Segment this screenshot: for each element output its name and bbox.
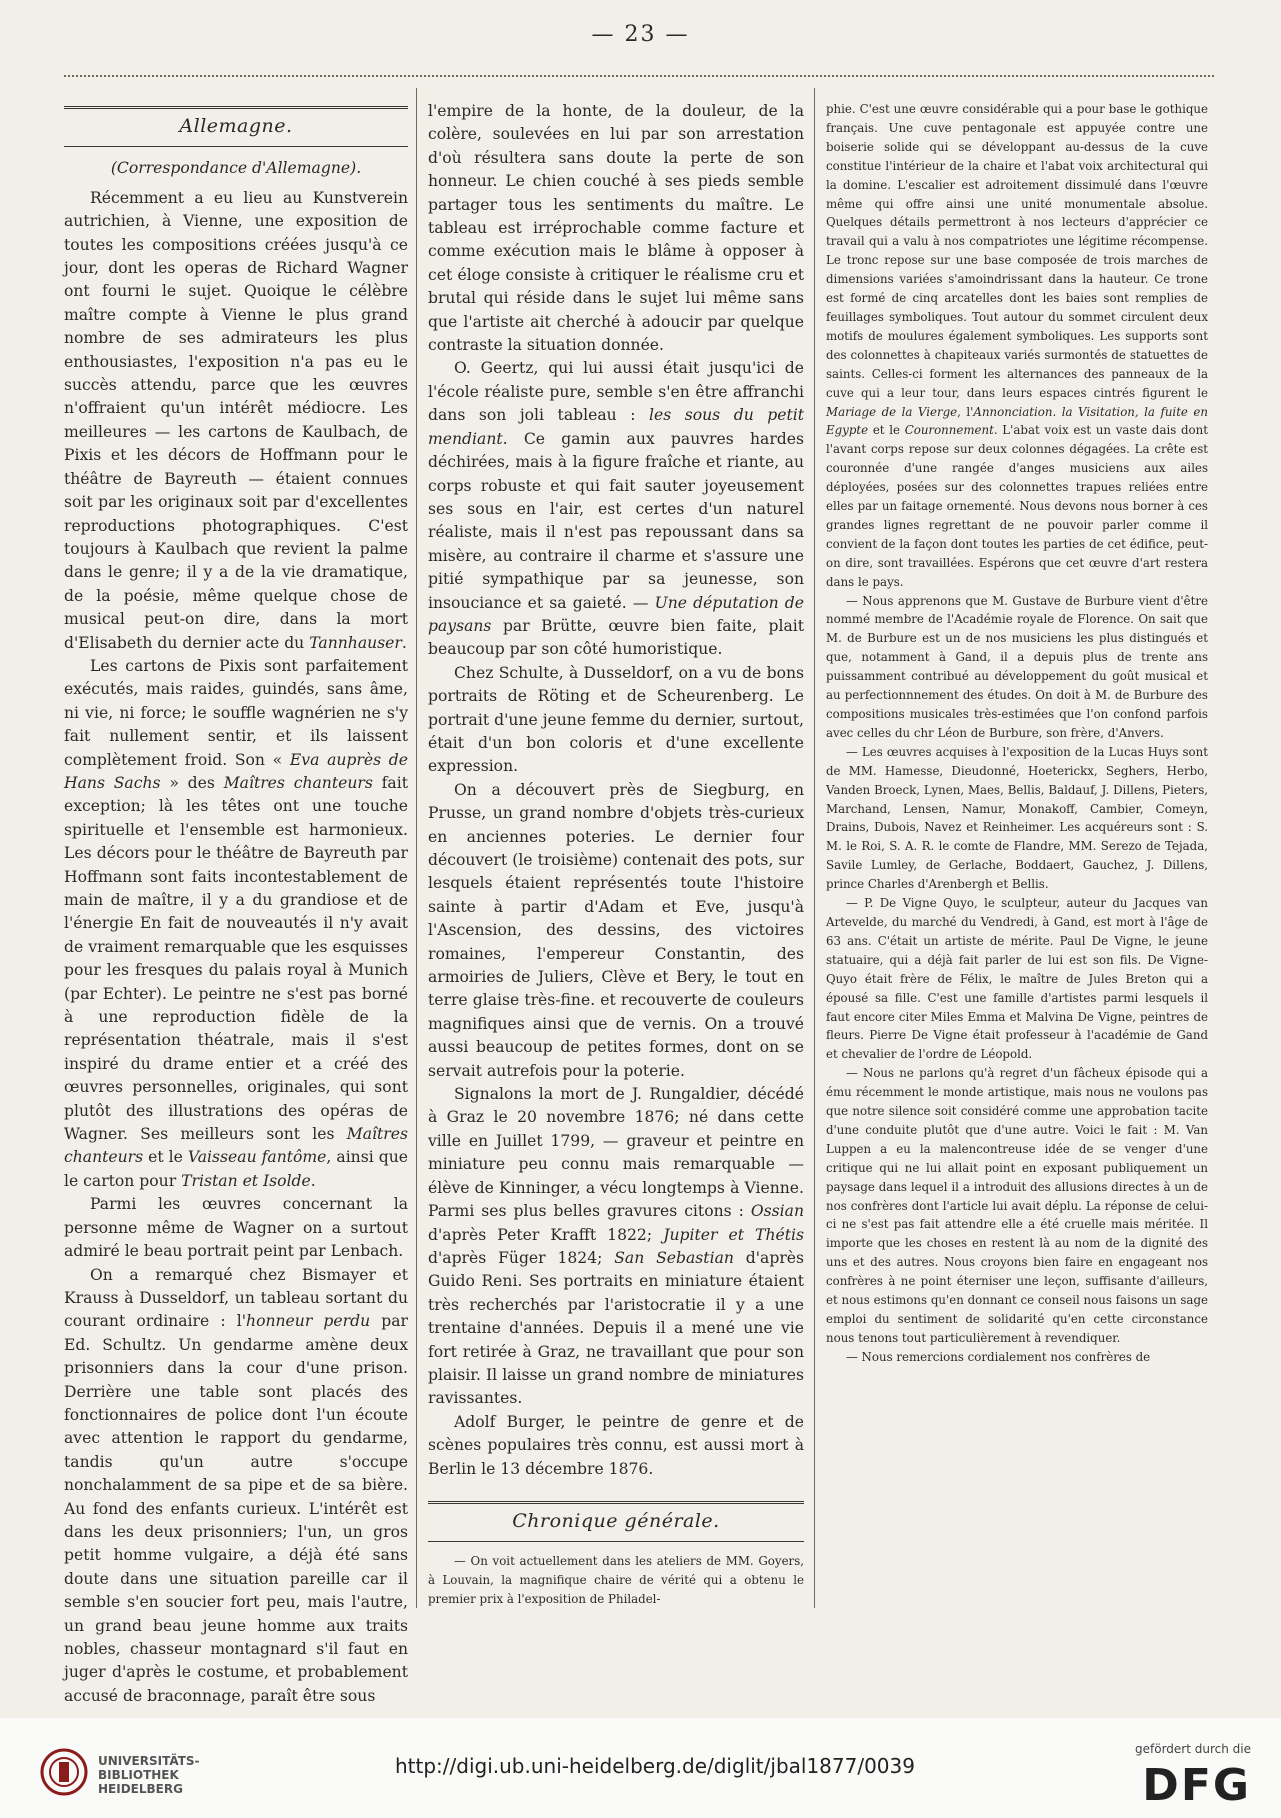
- dfg-logo: DFG: [1142, 1760, 1251, 1811]
- footer-bar: [0, 1718, 1281, 1818]
- column-1: [64, 100, 409, 1705]
- paragraph: — On voit actuellement dans les ateliers de MM. Goyers, à Louvain, la magnifique chaire de vérité qui a obtenu le premier prix à l'exposition de Philadel-: [428, 1554, 804, 1607]
- paragraph: l'empire de la honte, de la douleur, de la colère, soulevées en lui par son arrestation d'où résultera sans doute la perte de son honneur. Le chien couché à ses pieds semble partager tous les sentiments du maître. Le tableau est irréprochable comme facture et comme exécution mais le blâme à opposer à cet éloge consiste à critiquer le réalisme cru et brutal qui réside dans le sujet lui même sans que l'artiste ait cherché à adoucir par quelque contraste la situation donnée.: [428, 102, 804, 355]
- column-divider-2: [814, 88, 815, 1608]
- paragraph: — Nous apprenons que M. Gustave de Burbure vient d'être nommé membre de l'Académie royale de Florence. On sait que M. de Burbure est un de nos musiciens les plus distingués et que, notamment à Gand, il a depuis plus de trente ans puissamment contribué au développement du goût musical et au perfectionnnement des études. On doit à M. de Burbure des compositions musicales très-estimées que l'on confond parfois avec celles du chr Léon de Burbure, son frère, d'Anvers.: [826, 593, 1208, 740]
- paragraph: Chez Schulte, à Dusseldorf, on a vu de bons portraits de Röting et de Scheurenberg. Le portrait d'une jeune femme du dernier, surtout, était d'un bon coloris et d'une excellente expression.: [428, 663, 804, 776]
- sponsor-label: gefördert durch die: [1135, 1742, 1251, 1756]
- university-seal-icon: [40, 1748, 88, 1796]
- section-heading-allemagne: Allemagne.: [64, 106, 408, 147]
- paragraph: Récemment a eu lieu au Kunstverein autrichien, à Vienne, une exposition de toutes les compositions créées jusqu'à ce jour, dont les operas de Richard Wagner ont fourni le sujet. Quoique le célèbre maître compte à Vienne le plus grand nombre de ses admirateurs les plus enthousiastes, l'exposition n'a pas eu le succès attendu, parce que les œuvres n'offraient qu'un intérêt médiocre. Les meilleures — les cartons de Kaulbach, de Pixis et les décors de Hoffmann pour le théâtre de Bayreuth — étaient connues soit par les originaux soit par d'excellentes reproductions photographiques. C'est toujours à Kaulbach que revient la palme dans le genre; il y a de la vie dramatique, de la poésie, même quelque chose de musical peut-on dire, dans la mort d'Elisabeth du dernier acte du Tannhauser.: [64, 188, 408, 652]
- section-heading-chronique: Chronique générale.: [428, 1501, 804, 1542]
- section-subheading: (Correspondance d'Allemagne).: [110, 159, 362, 178]
- column-2: [428, 100, 805, 1607]
- top-rule: [64, 75, 1214, 78]
- column-3: [826, 100, 1208, 1600]
- paragraph: On a remarqué chez Bismayer et Krauss à Dusseldorf, un tableau sortant du courant ordinaire : l'honneur perdu par Ed. Schultz. Un gendarme amène deux prisonniers dans la cour d'une prison. Derrière une table sont placés des fonctionnaires de police dont l'un écoute avec attention le rapport du gendarme, tandis qu'un autre s'occupe nonchalamment de sa pipe et de sa bière. Au fond des enfants curieux. L'intérêt est dans les deux prisonniers; l'un, un gros petit homme vulgaire, a déjà été sans doute dans une situation pareille car il semble s'en soucier fort peu, mais l'autre, un grand beau jeune homme aux traits nobles, chasseur montagnard s'il faut en juger d'après le costume, et probablement accusé de braconnage, paraît être sous: [64, 1265, 409, 1705]
- source-url-link[interactable]: http://digi.ub.uni-heidelberg.de/diglit/jbal1877/0039: [395, 1754, 915, 1778]
- column-divider-1: [416, 88, 417, 1608]
- paragraph: Parmi les œuvres concernant la personne même de Wagner on a surtout admiré le beau portrait peint par Lenbach.: [64, 1195, 408, 1261]
- paragraph: On a découvert près de Siegburg, en Prusse, un grand nombre d'objets très-curieux en anciennes poteries. Le dernier four découvert (le troisième) contenait des pots, sur lesquels étaient représentés toute l'histoire sainte à partir d'Adam et Eve, jusqu'à l'Ascension, des dessins, des victoires romaines, l'empereur Constantin, des armoiries de Juliers, Clève et Bery, le tout en terre glaise très-fine. et recouverte de couleurs magnifiques ainsi que de vernis. On a trouvé aussi beaucoup de petites formes, dont on se servait autrefois pour la poterie.: [428, 780, 804, 1080]
- paragraph: Les cartons de Pixis sont parfaitement exécutés, mais raides, guindés, sans âme, ni vie, ni force; le souffle wagnérien ne s'y fait nullement sentir, et ils laissent complètement froid. Son « Eva auprès de Hans Sachs » des Maîtres chanteurs fait exception; là les têtes ont une touche spirituelle et l'ensemble est harmonieux. Les décors pour le théâtre de Bayreuth par Hoffmann sont faits incontestablement de main de maître, il y a du grandiose et de l'énergie En fait de nouveautés il n'y avait de vraiment remarquable que les esquisses pour les fresques du palais royal à Munich (par Echter). Le peintre ne s'est pas borné à une reproduction fidèle de la représentation théatrale, mais il s'est inspiré du drame entier et a créé des œuvres personnelles, originales, qui sont plutôt des illustrations des opéras de Wagner. Ses meilleurs sont les Maîtres chanteurs et le Vaisseau fantôme, ainsi que le carton pour Tristan et Isolde.: [64, 656, 408, 1190]
- paragraph: — P. De Vigne Quyo, le sculpteur, auteur du Jacques van Artevelde, du marché du Vendredi, à Gand, est mort à l'âge de 63 ans. C'était un artiste de mérite. Paul De Vigne, le jeune statuaire, qui a déjà fait parler de lui est son fils. De Vigne-Quyo était frère de Félix, le maître de Jules Breton qui a épousé sa fille. C'est une famille d'artistes parmi lesquels il faut encore citer Miles Emma et Malvina De Vigne, peintres de fleurs. Pierre De Vigne était professeur à l'académie de Gand et chevalier de l'ordre de Léopold.: [826, 896, 1208, 1062]
- paragraph: — Les œuvres acquises à l'exposition de la Lucas Huys sont de MM. Hamesse, Dieudonné, Hoeterickx, Seghers, Herbo, Vanden Broeck, Lynen, Maes, Bellis, Baldauf, J. Dillens, Pieters, Marchand, Lensen, Namur, Monakoff, Cambier, Comeyn, Drains, Dubois, Navez et Reinheimer. Les acquéreurs sont : S. M. le Roi, S. A. R. le comte de Flandre, MM. Serezo de Tejada, Savile Lumley, de Gerlache, Boddaert, Gauchez, J. Dillens, prince Charles d'Arenbergh et Bellis.: [826, 744, 1208, 892]
- page-number: — 23 —: [591, 22, 690, 47]
- paragraph: Signalons la mort de J. Rungaldier, décédé à Graz le 20 novembre 1876; né dans cette ville en Juillet 1799, — graveur et peintre en miniature peu connu mais remarquable — élève de Kinninger, a vécu longtemps à Vienne. Parmi ses plus belles gravures citons : Ossian d'après Peter Krafft 1822; Jupiter et Thétis d'après Füger 1824; San Sebastian d'après Guido Reni. Ses portraits en miniature étaient très recherchés par l'aristocratie il y a une trentaine d'années. Depuis il a mené une vie fort retirée à Graz, ne travaillant que pour son plaisir. Il laisse un grand nombre de miniatures ravissantes.: [428, 1085, 804, 1408]
- paragraph: O. Geertz, qui lui aussi était jusqu'ici de l'école réaliste pure, semble s'en être affranchi dans son joli tableau : les sous du petit mendiant. Ce gamin aux pauvres hardes déchirées, mais à la figure fraîche et riante, au corps robuste et qui fait sauter joyeusement ses sous en l'air, est certes d'un naturel réaliste, mais il n'est pas repoussant dans sa misère, au contraire il charme et s'assure une pitié sympathique par sa jeunesse, son insouciance et sa gaieté. — Une députation de paysans par Brütte, œuvre bien faite, plait beaucoup par son côté humoristique.: [428, 359, 805, 659]
- library-name: UNIVERSITÄTS- BIBLIOTHEK HEIDELBERG: [98, 1754, 200, 1796]
- paragraph: Adolf Burger, le peintre de genre et de scènes populaires très connu, est aussi mort à Berlin le 13 décembre 1876.: [428, 1412, 804, 1478]
- paragraph: phie. C'est une œuvre considérable qui a pour base le gothique français. Une cuve pentagonale est appuyée contre une boiserie solide qui se développant au-dessus de la cuve constitue l'intérieur de la chaire et l'abat voix architectural qui la domine. L'escalier est adroitement dissimulé dans l'œuvre même qui offre ainsi une unité monumentale absolue. Quelques détails permettront à nos lecteurs d'apprécier ce travail qui a valu à nos compatriotes une légitime récompense. Le tronc repose sur une base composée de trois marches de dimensions variées s'amoindrissant dans la hauteur. Ce trone est formé de cinq arcatelles dont les baies sont remplies de feuillages symboliques. Tout autour du sommet circulent deux motifs de moulures également symboliques. Les supports sont des colonnettes à chapiteaux variés surmontés de statuettes de saints. Celles-ci forment les alternances des panneaux de la cuve qui a leur tour, dans leurs espaces cintrés figurent le Mariage de la Vierge, l'Annonciation. la Visitation, la fuite en Egypte et le Couronnement. L'abat voix est un vaste dais dont l'avant corps repose sur deux colonnes dégagées. La crête est couronnée d'une rangée d'anges musiciens aux ailes déployées, posées sur des colonnettes trapues reliées entre elles par un faitage ornementé. Nous devons nous borner à ces grandes lignes regrettant de ne pouvoir parler comme il convient de la façon dont toutes les parties de cet édifice, peut-on dire, sont travaillées. Espérons que cet œuvre d'art restera dans le pays.: [826, 102, 1208, 589]
- paragraph: — Nous ne parlons qu'à regret d'un fâcheux épisode qui a ému récemment le monde artistique, mais nous ne voulons pas que notre silence soit considéré comme une approbation tacite d'une conduite plutôt que d'une autre. Voici le fait : M. Van Luppen a eu la malencontreuse idée de se venger d'une critique qui ne lui allait point en exposant publiquement un paysage dans lequel il a introduit des allusions directes à un de nos confrères dont l'article lui avait déplu. La réponse de celui-ci ne s'est pas fait attendre elle a été cruelle mais méritée. Il importe que les choses en restent là au nom de la dignité des uns et des autres. Nous croyons bien faire en engageant nos confrères à ne point éterniser une leçon, suffisante d'ailleurs, et nous estimons qu'en donnant ce conseil nous faisons un sage emploi du sentiment de solidarité qu'en cette circonstance nous tenons tout particulièrement à revendiquer.: [826, 1066, 1208, 1345]
- paragraph: — Nous remercions cordialement nos confrères de: [846, 1349, 1151, 1364]
